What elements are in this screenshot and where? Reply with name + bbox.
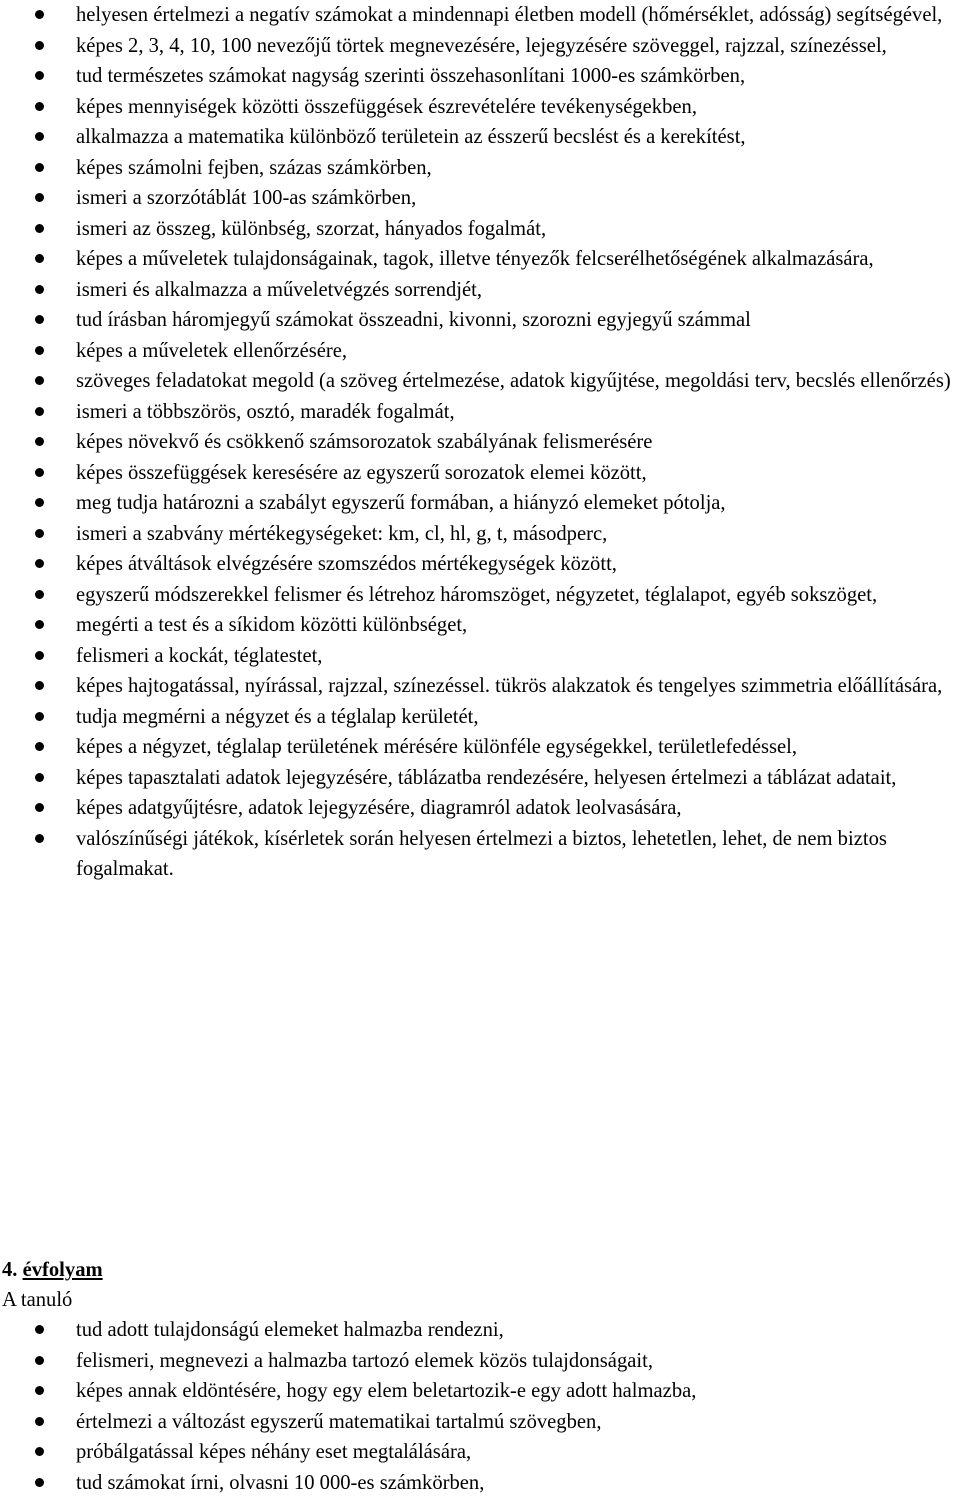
list-item-text: ismeri a többszörös, osztó, maradék fogalmát, bbox=[76, 400, 455, 423]
list-item bbox=[0, 1315, 960, 1346]
bullet-icon bbox=[35, 407, 44, 416]
bullet-icon bbox=[35, 498, 44, 507]
list-item-text: képes tapasztalati adatok lejegyzésére, táblázatba rendezésére, helyesen értelmezi a táblázat adatait, bbox=[76, 766, 897, 789]
list-item-text: képes a négyzet, téglalap területének mérésére különféle egységekkel, területlefedéssel, bbox=[76, 736, 798, 758]
bullet-icon bbox=[35, 102, 44, 111]
list-item-text: képes számolni fejben, százas számkörben, bbox=[76, 156, 432, 179]
bullet-icon bbox=[35, 651, 44, 660]
section-heading bbox=[0, 1255, 960, 1285]
list-item bbox=[0, 519, 960, 550]
bullet-icon bbox=[35, 163, 44, 172]
list-item bbox=[0, 366, 960, 397]
list-item-text: egyszerű módszerekkel felismer és létrehoz háromszöget, négyzetet, téglalapot, egyéb sokszöget, bbox=[76, 583, 878, 606]
bullet-icon bbox=[35, 742, 44, 751]
bullet-icon bbox=[35, 437, 44, 446]
list-item-text: képes a műveletek ellenőrzésére, bbox=[76, 339, 348, 362]
list-item-text: tud adott tulajdonságú elemeket halmazba rendezni, bbox=[76, 1319, 504, 1341]
list-item bbox=[0, 0, 960, 31]
list-item bbox=[0, 1376, 960, 1407]
bullet-icon bbox=[35, 681, 44, 690]
bullet-icon bbox=[35, 193, 44, 202]
list-item-text: értelmezi a változást egyszerű matematikai tartalmú szövegben, bbox=[76, 1410, 602, 1433]
list-item bbox=[0, 793, 960, 824]
list-item-text: meg tudja határozni a szabályt egyszerű formában, a hiányzó elemeket pótolja, bbox=[76, 492, 726, 514]
list-item-text: képes annak eldöntésére, hogy egy elem beletartozik-e egy adott halmazba, bbox=[76, 1380, 697, 1402]
list-item bbox=[0, 244, 960, 275]
bullet-icon bbox=[35, 285, 44, 294]
list-item-text: tudja megmérni a négyzet és a téglalap kerületét, bbox=[76, 705, 479, 728]
grade-word: évfolyam bbox=[22, 1259, 103, 1281]
list-item bbox=[0, 1346, 960, 1377]
bullet-icon bbox=[35, 376, 44, 385]
list-item bbox=[0, 1407, 960, 1438]
bullet-icon bbox=[35, 346, 44, 355]
list-item bbox=[0, 549, 960, 580]
list-item-text: képes 2, 3, 4, 10, 100 nevezőjű törtek megnevezésére, lejegyzésére szöveggel, rajzzal, színezéssel, bbox=[76, 34, 887, 57]
bullet-icon bbox=[35, 1356, 44, 1365]
list-item bbox=[0, 153, 960, 184]
list-item bbox=[0, 305, 960, 336]
bullet-icon bbox=[35, 1325, 44, 1334]
list-item-text: képes hajtogatással, nyírással, rajzzal, színezéssel. tükrös alakzatok és tengelyes szimmetria előállítására, bbox=[76, 675, 943, 697]
list-item bbox=[0, 397, 960, 428]
bullet-icon bbox=[35, 590, 44, 599]
bullet-icon bbox=[35, 41, 44, 50]
list-item bbox=[0, 702, 960, 733]
bullet-icon bbox=[35, 1478, 44, 1487]
list-item bbox=[0, 824, 960, 885]
list-item bbox=[0, 183, 960, 214]
list-item-text: helyesen értelmezi a negatív számokat a mindennapi életben modell (hőmérséklet, adósság) segítségével, bbox=[76, 4, 943, 26]
list-item bbox=[0, 31, 960, 62]
bullet-icon bbox=[35, 559, 44, 568]
list-item bbox=[0, 488, 960, 519]
list-item-text: ismeri a szabvány mértékegységeket: km, cl, hl, g, t, másodperc, bbox=[76, 522, 608, 545]
list-item bbox=[0, 275, 960, 306]
list-item bbox=[0, 580, 960, 611]
list-item-text: képes összefüggések keresésére az egyszerű sorozatok elemei között, bbox=[76, 461, 647, 484]
list-item bbox=[0, 427, 960, 458]
list-item bbox=[0, 671, 960, 702]
list-item bbox=[0, 458, 960, 489]
list-item bbox=[0, 610, 960, 641]
section-intro: A tanuló bbox=[2, 1289, 73, 1311]
bullet-icon bbox=[35, 803, 44, 812]
list-item-text: ismeri az összeg, különbség, szorzat, hányados fogalmát, bbox=[76, 217, 547, 240]
list-item-text: ismeri a szorzótáblát 100-as számkörben, bbox=[76, 187, 417, 209]
list-item bbox=[0, 214, 960, 245]
list-item-text: ismeri és alkalmazza a műveletvégzés sorrendjét, bbox=[76, 278, 482, 301]
list-item bbox=[0, 61, 960, 92]
bullet-icon bbox=[35, 315, 44, 324]
list-item bbox=[0, 122, 960, 153]
list-item bbox=[0, 641, 960, 672]
list-item-text: képes átváltások elvégzésére szomszédos mértékegységek között, bbox=[76, 553, 617, 575]
bullet-icon bbox=[35, 224, 44, 233]
bullet-icon bbox=[35, 254, 44, 263]
list-item-text: szöveges feladatokat megold (a szöveg értelmezése, adatok kigyűjtése, megoldási terv, becslés ellenőrzés) bbox=[76, 370, 951, 392]
bullet-icon bbox=[35, 132, 44, 141]
list-item-text: képes növekvő és csökkenő számsorozatok szabályának felismerésére bbox=[76, 431, 653, 453]
grade-number: 4. bbox=[2, 1259, 23, 1281]
list-item-text: felismeri a kockát, téglatestet, bbox=[76, 644, 323, 667]
list-item-text: képes mennyiségek közötti összefüggések észrevételére tevékenységekben, bbox=[76, 95, 697, 118]
list-item-text: tud természetes számokat nagyság szerinti összehasonlítani 1000-es számkörben, bbox=[76, 65, 746, 87]
bullet-icon bbox=[35, 1417, 44, 1426]
bullet-icon bbox=[35, 1447, 44, 1456]
list-item-text: tud írásban háromjegyű számokat összeadni, kivonni, szorozni egyjegyű számmal bbox=[76, 309, 751, 331]
list-item bbox=[0, 763, 960, 794]
list-item bbox=[0, 732, 960, 763]
list-item bbox=[0, 1437, 960, 1468]
list-item-text: képes a műveletek tulajdonságainak, tagok, illetve tényezők felcserélhetőségének alkalmazására, bbox=[76, 248, 874, 270]
list-item-text: felismeri, megnevezi a halmazba tartozó elemek közös tulajdonságait, bbox=[76, 1349, 653, 1372]
list-item-text: tud számokat írni, olvasni 10 000-es számkörben, bbox=[76, 1471, 485, 1494]
list-item-text: képes adatgyűjtésre, adatok lejegyzésére, diagramról adatok leolvasására, bbox=[76, 797, 682, 819]
list-item bbox=[0, 1468, 960, 1499]
list-item-text: megérti a test és a síkidom közötti különbséget, bbox=[76, 614, 468, 636]
competency-list-grade-4 bbox=[0, 1315, 960, 1498]
list-item-text: alkalmazza a matematika különböző területein az ésszerű becslést és a kerekítést, bbox=[76, 126, 746, 148]
bullet-icon bbox=[35, 1386, 44, 1395]
bullet-icon bbox=[35, 773, 44, 782]
bullet-icon bbox=[35, 529, 44, 538]
grade-4-section bbox=[0, 1255, 960, 1498]
bullet-icon bbox=[35, 620, 44, 629]
list-item bbox=[0, 92, 960, 123]
list-item-text: próbálgatással képes néhány eset megtalálására, bbox=[76, 1441, 472, 1463]
bullet-icon bbox=[35, 834, 44, 843]
bullet-icon bbox=[35, 10, 44, 19]
list-item-text: valószínűségi játékok, kísérletek során helyesen értelmezi a biztos, lehetetlen, lehet, de nem biztos fogalmakat. bbox=[76, 827, 887, 880]
bullet-icon bbox=[35, 71, 44, 80]
bullet-icon bbox=[35, 712, 44, 721]
bullet-icon bbox=[35, 468, 44, 477]
list-item bbox=[0, 336, 960, 367]
